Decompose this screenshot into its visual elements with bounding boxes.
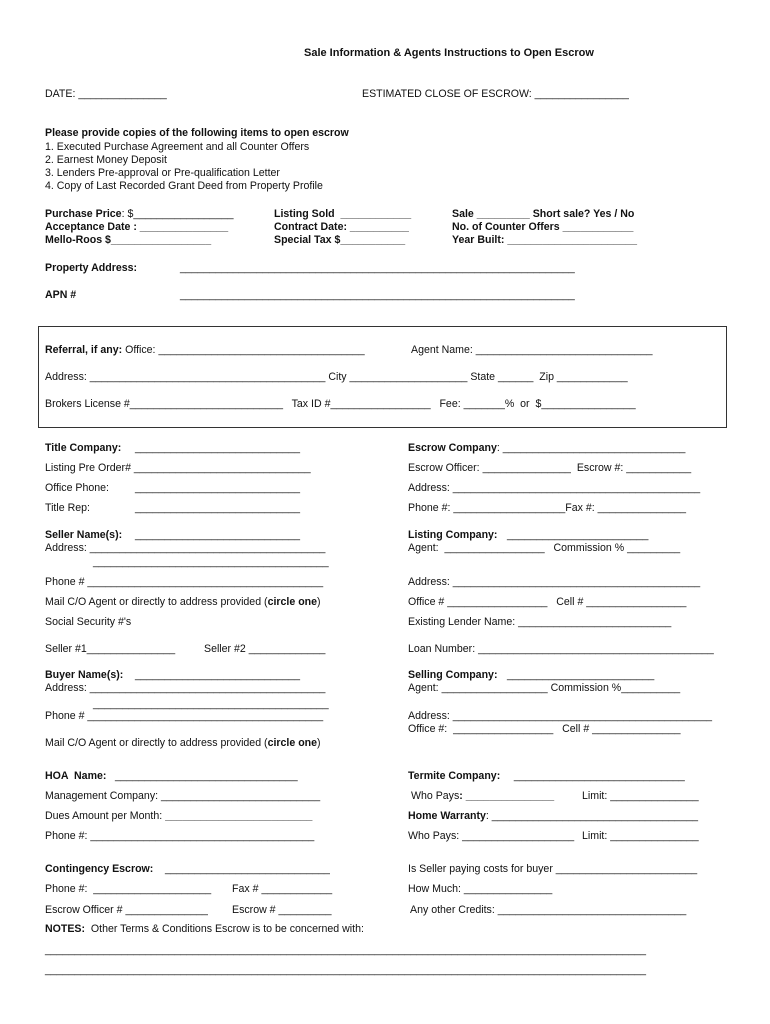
page-title: Sale Information & Agents Instructions to Open Escrow [304, 47, 594, 59]
social-security-label: Social Security #'s [45, 616, 132, 628]
contingency-escrow-label: Contingency Escrow: [45, 863, 154, 875]
contingency-phone-field[interactable]: Phone #: ____________________ [45, 883, 212, 895]
listing-company-label: Listing Company: [408, 529, 498, 541]
date-field[interactable]: DATE: _______________ [45, 88, 167, 100]
listing-pre-order-field[interactable]: Listing Pre Order# ______________________________ [45, 462, 311, 474]
property-address-label: Property Address: [45, 262, 138, 274]
selling-company-label: Selling Company: [408, 669, 498, 681]
referral-office-line: Office: ___________________________________ [122, 344, 365, 356]
other-credits-field[interactable]: Any other Credits: ________________________________ [410, 904, 687, 916]
escrow-company-field[interactable] [408, 442, 685, 455]
purchase-price-label: Purchase Price [45, 208, 122, 220]
hoa-name-field[interactable]: _______________________________ [112, 770, 298, 782]
dues-amount-field[interactable] [45, 810, 312, 823]
loan-number-field[interactable]: Loan Number: ________________________________________ [408, 643, 714, 655]
selling-address-field[interactable]: Address: ____________________________________________ [408, 710, 712, 722]
how-much-field[interactable]: How Much: _______________ [408, 883, 553, 895]
escrow-phone-fax-field[interactable]: Phone #: ___________________Fax #: _______________ [408, 502, 687, 514]
buyer-address-line2[interactable]: ________________________________________ [93, 698, 329, 710]
seller2-ssn-field[interactable]: Seller #2 _____________ [204, 643, 326, 655]
escrow-officer-field[interactable]: Escrow Officer: _______________ Escrow #: ___________ [408, 462, 692, 474]
title-company-label: Title Company: [45, 442, 122, 454]
warranty-who-pays-field[interactable]: Who Pays: ___________________ [408, 830, 575, 842]
notes-label: NOTES: [45, 923, 86, 935]
referral-address-field[interactable]: Address: ________________________________________ City ____________________ State ______ Zip ____________ [45, 371, 628, 383]
apn-label: APN # [45, 289, 77, 301]
hoa-phone-field[interactable]: Phone #: ______________________________________ [45, 830, 315, 842]
escrow-company-line: : _______________________________ [496, 442, 686, 454]
contract-date-field[interactable]: Contract Date: __________ [274, 221, 409, 233]
listing-office-cell-field[interactable]: Office # _________________ Cell # _________________ [408, 596, 687, 608]
termite-who-pays-label: Who Pays [411, 790, 460, 802]
dues-amount-line: _________________________ [165, 810, 313, 822]
title-office-phone-label: Office Phone: [45, 482, 109, 494]
buyer-phone-field[interactable]: Phone # ________________________________________ [45, 710, 324, 722]
document-item: 4. Copy of Last Recorded Grant Deed from Property Profile [45, 180, 323, 192]
notes-line-1[interactable]: ______________________________________________________________________________________________________ [45, 944, 646, 956]
special-tax-field[interactable]: Special Tax $___________ [274, 234, 406, 246]
apn-field[interactable]: ___________________________________________________________________ [180, 289, 575, 301]
seller-mail-circle-one[interactable]: circle one [267, 596, 318, 608]
seller1-ssn-field[interactable]: Seller #1_______________ [45, 643, 176, 655]
year-built-field[interactable]: Year Built: ______________________ [452, 234, 637, 246]
seller-mail-prefix: Mail C/O Agent or directly to address provided ( [45, 596, 268, 608]
acceptance-date-field[interactable]: Acceptance Date : _______________ [45, 221, 229, 233]
document-item: 1. Executed Purchase Agreement and all Counter Offers [45, 141, 310, 153]
buyer-mail-prefix: Mail C/O Agent or directly to address provided ( [45, 737, 268, 749]
contingency-fax-field[interactable]: Fax # ____________ [232, 883, 333, 895]
listing-sold-field[interactable]: Listing Sold ____________ [274, 208, 412, 220]
home-warranty-line: : ___________________________________ [485, 810, 699, 822]
escrow-company-label: Escrow Company [408, 442, 497, 454]
contingency-escrow-field[interactable]: ____________________________ [162, 863, 330, 875]
document-item: 2. Earnest Money Deposit [45, 154, 167, 166]
estimated-close-field[interactable]: ESTIMATED CLOSE OF ESCROW: ________________ [362, 88, 629, 100]
home-warranty-label: Home Warranty [408, 810, 486, 822]
seller-mail-instruction [45, 596, 321, 609]
buyer-names-label: Buyer Name(s): [45, 669, 124, 681]
management-company-field[interactable]: Management Company: ___________________________ [45, 790, 321, 802]
seller-names-field[interactable]: ____________________________ [135, 529, 300, 541]
purchase-price-field[interactable] [45, 208, 234, 221]
document-item: 3. Lenders Pre-approval or Pre-qualification Letter [45, 167, 280, 179]
escrow-address-field[interactable]: Address: __________________________________________ [408, 482, 701, 494]
sale-short-sale-field[interactable]: Sale _________ Short sale? Yes / No [452, 208, 635, 220]
home-warranty-field[interactable] [408, 810, 698, 823]
existing-lender-field[interactable]: Existing Lender Name: __________________________ [408, 616, 672, 628]
brokers-license-field[interactable]: Brokers License #__________________________ Tax ID #_________________ Fee: _______% or $________________ [45, 398, 636, 410]
notes-text: Other Terms & Conditions Escrow is to be concerned with: [85, 923, 364, 935]
termite-company-field[interactable]: _____________________________ [508, 770, 685, 782]
seller-paying-costs-field[interactable]: Is Seller paying costs for buyer ________________________ [408, 863, 698, 875]
termite-limit-field[interactable]: Limit: _______________ [582, 790, 699, 802]
termite-who-pays-line: : _______________ [459, 790, 555, 802]
termite-who-pays-field[interactable] [411, 790, 554, 803]
documents-heading: Please provide copies of the following items to open escrow [45, 127, 349, 139]
contingency-escrow-number-field[interactable]: Escrow # _________ [232, 904, 332, 916]
selling-office-cell-field[interactable]: Office #: _________________ Cell # _______________ [408, 723, 681, 735]
property-address-field[interactable]: ___________________________________________________________________ [180, 262, 575, 274]
referral-agent-name-field[interactable]: Agent Name: ______________________________ [411, 344, 653, 356]
seller-address-line2[interactable]: ________________________________________ [93, 556, 329, 568]
warranty-limit-field[interactable]: Limit: _______________ [582, 830, 699, 842]
notes-heading [45, 923, 364, 936]
buyer-address-field[interactable]: Address: ________________________________________ [45, 682, 326, 694]
seller-address-field[interactable]: Address: ________________________________________ [45, 542, 326, 554]
title-rep-label: Title Rep: [45, 502, 90, 514]
listing-address-field[interactable]: Address: __________________________________________ [408, 576, 701, 588]
buyer-mail-circle-one[interactable]: circle one [267, 737, 318, 749]
hoa-name-label: HOA Name: [45, 770, 107, 782]
buyer-names-field[interactable]: ____________________________ [135, 669, 300, 681]
notes-line-2[interactable]: ______________________________________________________________________________________________________ [45, 964, 646, 976]
buyer-mail-suffix: ) [317, 737, 321, 749]
selling-agent-field[interactable]: Agent: __________________ Commission %__________ [408, 682, 681, 694]
dues-amount-label: Dues Amount per Month: [45, 810, 166, 822]
listing-company-field[interactable]: ________________________ [507, 529, 649, 541]
seller-phone-field[interactable]: Phone # ________________________________________ [45, 576, 324, 588]
selling-company-field[interactable]: _________________________ [507, 669, 655, 681]
contingency-escrow-officer-field[interactable]: Escrow Officer # ______________ [45, 904, 208, 916]
counter-offers-field[interactable]: No. of Counter Offers ____________ [452, 221, 634, 233]
buyer-mail-instruction [45, 737, 321, 750]
title-company-field[interactable]: ____________________________ [135, 442, 300, 454]
title-office-phone-field[interactable]: ____________________________ [135, 482, 300, 494]
termite-company-label: Termite Company: [408, 770, 501, 782]
referral-office-field[interactable] [45, 344, 365, 357]
referral-label: Referral, if any: [45, 344, 123, 356]
purchase-price-line: : $_________________ [121, 208, 234, 220]
title-rep-field[interactable]: ____________________________ [135, 502, 300, 514]
listing-agent-field[interactable]: Agent: _________________ Commission % _________ [408, 542, 681, 554]
seller-mail-suffix: ) [317, 596, 321, 608]
seller-names-label: Seller Name(s): [45, 529, 123, 541]
mello-roos-field[interactable]: Mello-Roos $_________________ [45, 234, 212, 246]
